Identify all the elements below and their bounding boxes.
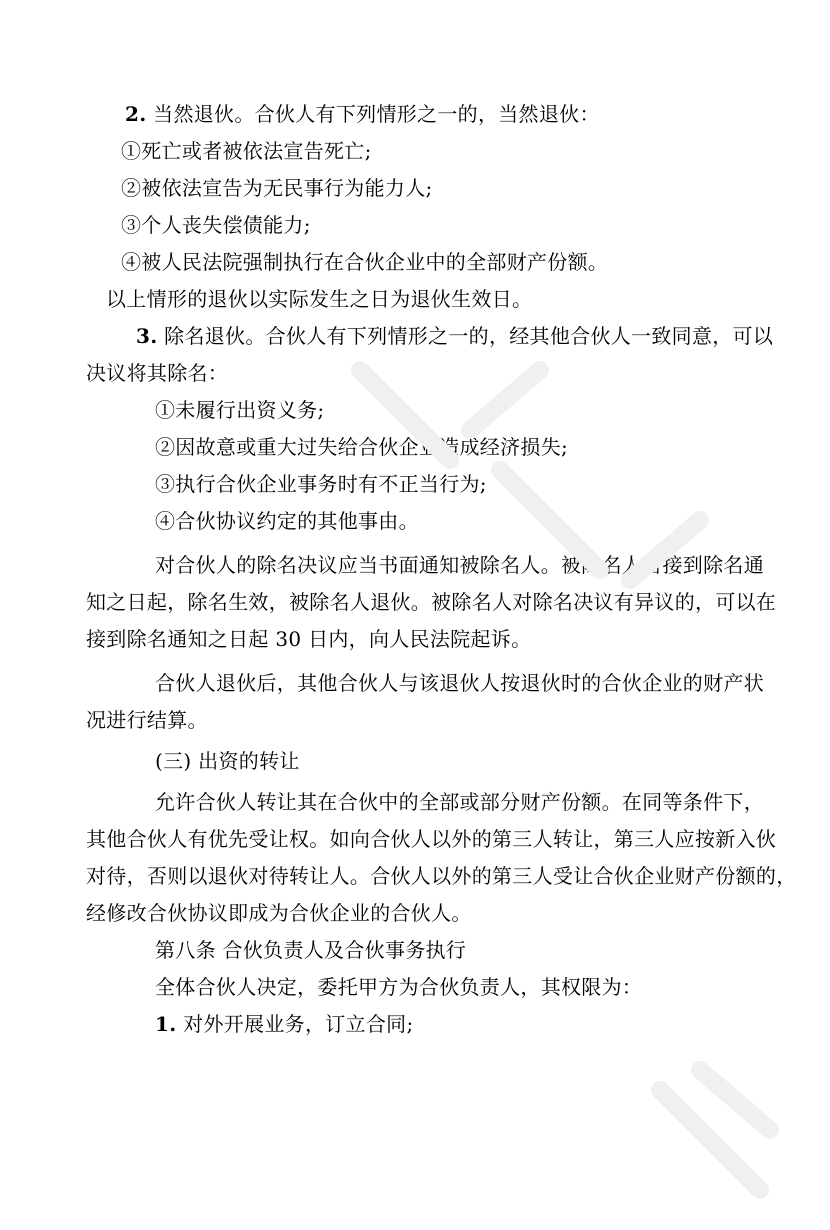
paragraph-text: 以上情形的退伙以实际发生之日为退伙生效日。 <box>106 287 533 311</box>
paragraph <box>136 322 773 350</box>
list-item <box>121 174 433 202</box>
paragraph <box>125 100 600 128</box>
item-number: 2. <box>125 102 147 126</box>
paragraph <box>155 669 764 697</box>
paragraph <box>155 973 642 1001</box>
paragraph <box>155 551 764 579</box>
list-item <box>155 470 487 498</box>
list-item <box>121 137 372 165</box>
paragraph-text: 经修改合伙协议即成为合伙企业的合伙人。 <box>86 901 472 925</box>
paragraph-text: ④合伙协议约定的其他事由。 <box>155 509 419 533</box>
paragraph <box>86 899 472 927</box>
paragraph <box>86 625 531 653</box>
paragraph-text: (三) 出资的转让 <box>155 749 300 773</box>
paragraph <box>86 359 228 387</box>
paragraph-text: 合伙人退伙后，其他合伙人与该退伙人按退伙时的合伙企业的财产状 <box>155 671 764 695</box>
list-item <box>121 211 311 239</box>
watermark-decoration <box>300 330 820 1230</box>
item-number: 3. <box>136 324 158 348</box>
paragraph-text: ③个人丧失偿债能力; <box>121 213 311 237</box>
paragraph-text: ③执行合伙企业事务时有不正当行为; <box>155 472 487 496</box>
paragraph-text: ①死亡或者被依法宣告死亡; <box>121 139 372 163</box>
list-item <box>155 433 568 461</box>
paragraph-text: 其他合伙人有优先受让权。如向合伙人以外的第三人转让，第三人应按新入伙 <box>86 827 777 851</box>
paragraph-text: 当然退伙。合伙人有下列情形之一的，当然退伙： <box>146 102 600 126</box>
paragraph-text: 接到除名通知之日起 30 日内，向人民法院起诉。 <box>86 627 532 651</box>
paragraph-text: ④被人民法院强制执行在合伙企业中的全部财产份额。 <box>121 250 609 274</box>
item-number: 1. <box>155 1012 177 1036</box>
paragraph-text: 对外开展业务，订立合同; <box>176 1012 414 1036</box>
paragraph-text: 决议将其除名： <box>86 361 229 385</box>
paragraph <box>155 788 764 816</box>
paragraph-text: 况进行结算。 <box>86 708 208 732</box>
paragraph-text: 对待，否则以退伙对待转让人。合伙人以外的第三人受让合伙企业财产份额的， <box>86 864 797 888</box>
paragraph-text: 第八条 合伙负责人及合伙事务执行 <box>155 938 467 962</box>
paragraph <box>155 1010 413 1038</box>
paragraph-text: 对合伙人的除名决议应当书面通知被除名人。被除名人自接到除名通 <box>155 553 764 577</box>
paragraph <box>86 706 208 734</box>
article-heading <box>155 936 466 964</box>
list-item <box>155 396 324 424</box>
list-item <box>155 507 419 535</box>
paragraph-text: 全体合伙人决定，委托甲方为合伙负责人，其权限为： <box>155 975 643 999</box>
paragraph-text: ②因故意或重大过失给合伙企业造成经济损失; <box>155 435 569 459</box>
paragraph-text: 知之日起，除名生效，被除名人退伙。被除名人对除名决议有异议的，可以在 <box>86 590 777 614</box>
paragraph <box>106 285 532 313</box>
list-item <box>121 248 608 276</box>
paragraph <box>86 862 797 890</box>
paragraph-text: 除名退伙。合伙人有下列情形之一的，经其他合伙人一致同意，可以 <box>157 324 774 348</box>
paragraph <box>86 825 776 853</box>
paragraph-text: 允许合伙人转让其在合伙中的全部或部分财产份额。在同等条件下， <box>155 790 764 814</box>
paragraph-text: ①未履行出资义务; <box>155 398 325 422</box>
section-heading <box>155 747 300 775</box>
paragraph-text: ②被依法宣告为无民事行为能力人; <box>121 176 433 200</box>
paragraph <box>86 588 776 616</box>
